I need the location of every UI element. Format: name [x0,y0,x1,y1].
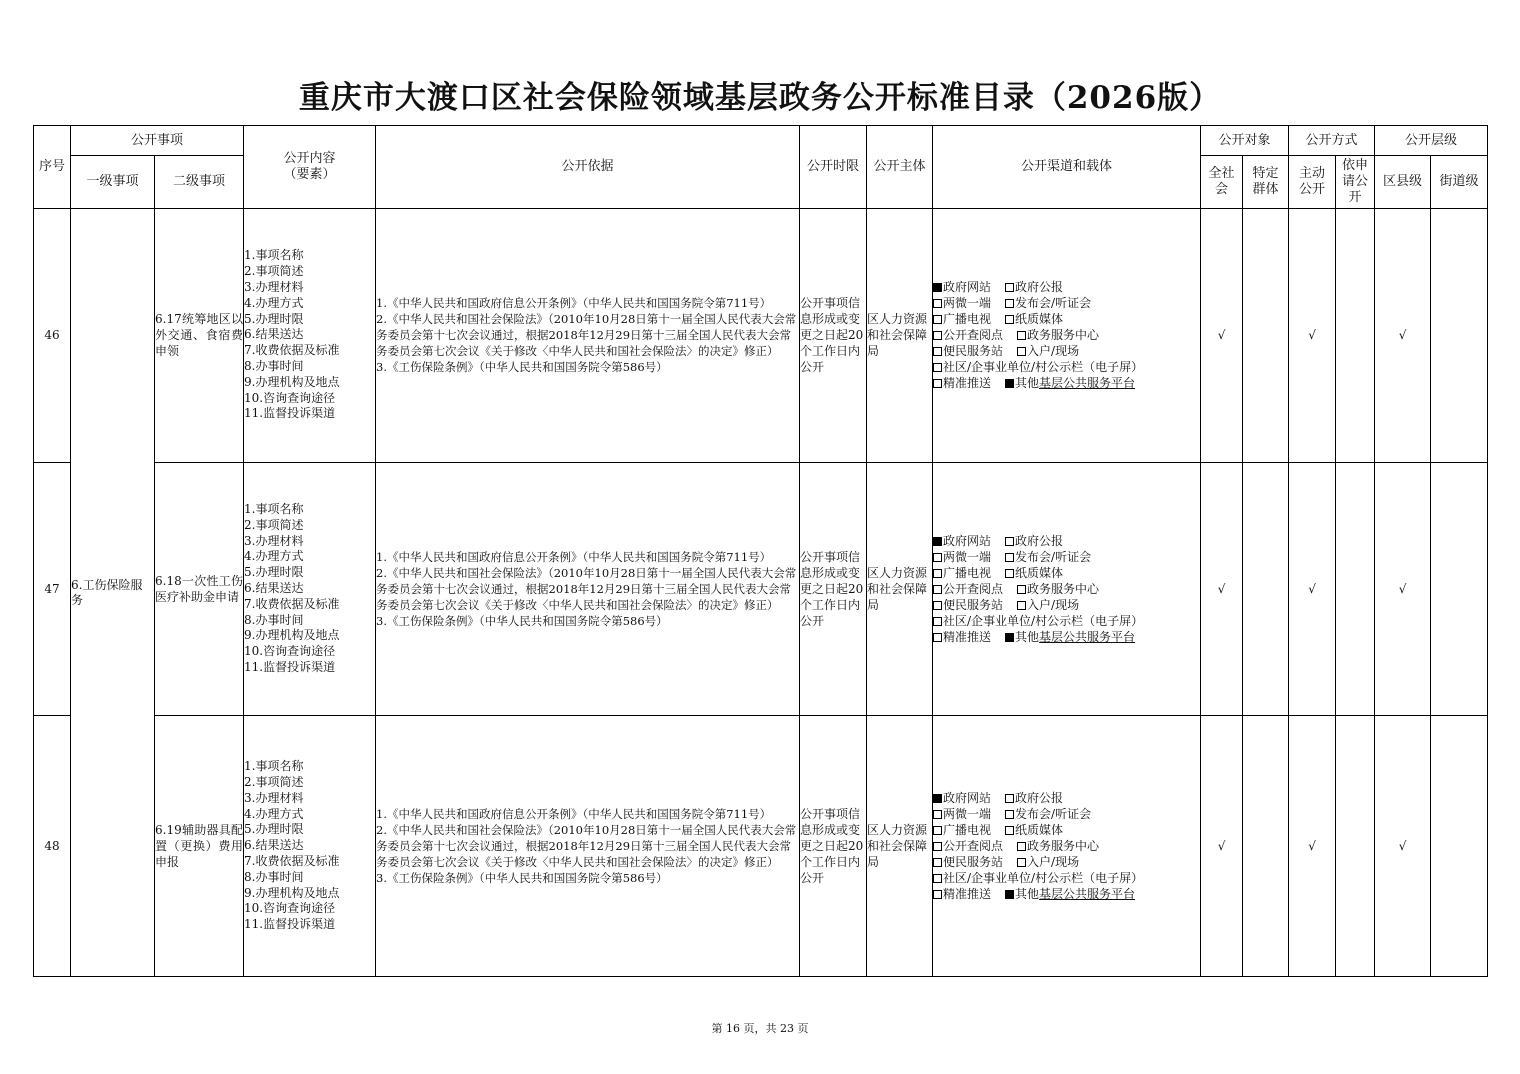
basis-item: 3.《工伤保险条例》（中华人民共和国国务院令第586号） [376,360,668,375]
element-item: 3.办理材料 [244,533,304,548]
channel-option: 发布会/听证会 [1015,296,1092,311]
header-channel: 公开渠道和载体 [933,126,1201,209]
channel-option: 入户/现场 [1027,597,1080,612]
element-item: 4.办理方式 [244,549,304,564]
element-item: 2.事项简述 [244,775,304,790]
channel-option: 精准推送 [943,376,992,391]
channel-note: 基层公共服务平台 [1039,629,1136,644]
element-item: 10.咨询查询途径 [244,390,336,405]
basis-item: 2.《中华人民共和国社会保险法》（2010年10月28日第十一届全国人民代表大会常务委员会第十七次会议通过，根据2018年12月29日第十三届全国人民代表大会常务委员会第七次会议《关于修改〈中华人民共和国社会保险法〉的决定》修正） [376,565,797,612]
channel-line [933,549,1200,565]
channel-line [933,597,1200,613]
checkbox-icon [933,858,942,867]
checkbox-icon [1005,379,1014,388]
element-item: 2.事项简述 [244,264,304,279]
basis-item: 2.《中华人民共和国社会保险法》（2010年10月28日第十一届全国人民代表大会常务委员会第十七次会议通过，根据2018年12月29日第十三届全国人民代表大会常务委员会第七次会议《关于修改〈中华人民共和国社会保险法〉的决定》修正） [376,312,797,359]
channel-line [933,854,1200,870]
channel-option: 政府公报 [1015,280,1064,295]
channel-option: 公开查阅点 [943,581,1004,596]
channel-option: 其他 [1015,887,1040,902]
header-seq: 序号 [34,126,71,209]
level-street-mark [1431,462,1488,716]
channel-line [933,806,1200,822]
channel-option: 政府网站 [943,533,992,548]
channel-option: 便民服务站 [943,344,1004,359]
level-street-mark [1431,209,1488,463]
element-item: 1.事项名称 [244,248,304,263]
method-request-mark [1336,716,1375,977]
element-item: 8.办事时间 [244,869,304,884]
element-item: 9.办理机构及地点 [244,374,340,389]
element-item: 11.监督投诉渠道 [244,406,336,421]
checkbox-icon [933,890,942,899]
channel-line [933,581,1200,597]
checkbox-icon [1017,842,1026,851]
checkbox-icon [1005,553,1014,562]
channel-line [933,359,1200,375]
channel-option: 纸质媒体 [1015,565,1064,580]
channel-option: 政务服务中心 [1027,839,1100,854]
channel-option: 入户/现场 [1027,855,1080,870]
header-target-all: 全社 会 [1201,156,1243,209]
time-limit: 公开事项信息形成或变更之日起20个工作日内公开 [800,209,867,463]
content-elements [244,716,376,977]
channel-note: 基层公共服务平台 [1039,887,1136,902]
channel-line [933,822,1200,838]
channel-option: 入户/现场 [1027,344,1080,359]
target-all-mark: √ [1201,209,1243,463]
level-street-mark [1431,716,1488,977]
target-all-mark: √ [1201,462,1243,716]
checkbox-icon [933,331,942,340]
time-limit: 公开事项信息形成或变更之日起20个工作日内公开 [800,716,867,977]
header-target-specific: 特定 群体 [1243,156,1289,209]
content-elements [244,209,376,463]
channel-option: 广播电视 [943,312,992,327]
channel-line [933,565,1200,581]
element-item: 2.事项简述 [244,517,304,532]
checkbox-icon [1005,890,1014,899]
element-item: 10.咨询查询途径 [244,901,336,916]
checkbox-icon [933,569,942,578]
channel-option: 精准推送 [943,887,992,902]
header-matters: 公开事项 [71,126,244,156]
checkbox-icon [933,537,942,546]
checkbox-icon [1017,331,1026,340]
row-seq: 48 [34,716,71,977]
channel-line [933,295,1200,311]
checkbox-icon [1005,315,1014,324]
basis-cell [376,716,800,977]
element-item: 6.结果送达 [244,327,304,342]
element-item: 9.办理机构及地点 [244,885,340,900]
basis-item: 1.《中华人民共和国政府信息公开条例》（中华人民共和国国务院令第711号） [376,296,772,311]
level-county-mark: √ [1375,209,1431,463]
checkbox-icon [933,826,942,835]
level2-item: 6.19辅助器具配置（更换）费用申报 [155,716,244,977]
checkbox-icon [933,633,942,642]
checkbox-icon [933,617,942,626]
element-item: 6.结果送达 [244,581,304,596]
element-item: 5.办理时限 [244,565,304,580]
basis-item: 1.《中华人民共和国政府信息公开条例》（中华人民共和国国务院令第711号） [376,549,772,564]
method-active-mark: √ [1289,462,1336,716]
row-seq: 46 [34,209,71,463]
checkbox-icon [1017,601,1026,610]
channel-line [933,629,1200,645]
channel-option: 纸质媒体 [1015,312,1064,327]
checkbox-icon [933,283,942,292]
channel-option: 政府网站 [943,280,992,295]
header-method-active: 主动 公开 [1289,156,1336,209]
publish-subject: 区人力资源和社会保障局 [867,209,933,463]
header-level1: 一级事项 [71,156,155,209]
target-specific-mark [1243,716,1289,977]
channel-option: 精准推送 [943,629,992,644]
channel-option: 政府公报 [1015,533,1064,548]
page-title: 重庆市大渡口区社会保险领域基层政务公开标准目录（2026版） [298,80,1222,116]
checkbox-icon [1017,347,1026,356]
checkbox-icon [1005,794,1014,803]
header-level2: 二级事项 [155,156,244,209]
checkbox-icon [1005,283,1014,292]
level2-item: 6.18一次性工伤医疗补助金申请 [155,462,244,716]
element-item: 1.事项名称 [244,759,304,774]
level-county-mark: √ [1375,462,1431,716]
target-specific-mark [1243,462,1289,716]
channel-option: 政府公报 [1015,791,1064,806]
channel-option: 政务服务中心 [1027,581,1100,596]
element-item: 3.办理材料 [244,790,304,805]
channel-option: 广播电视 [943,565,992,580]
channel-option: 便民服务站 [943,855,1004,870]
header-content: 公开内容 （要素） [244,126,376,209]
channel-option: 其他 [1015,629,1040,644]
basis-cell [376,209,800,463]
checkbox-icon [1017,585,1026,594]
checkbox-icon [933,810,942,819]
element-item: 3.办理材料 [244,280,304,295]
checkbox-icon [933,585,942,594]
channel-option: 两微一端 [943,549,992,564]
element-item: 11.监督投诉渠道 [244,917,336,932]
channel-option: 两微一端 [943,296,992,311]
header-method: 公开方式 [1289,126,1375,156]
header-level-street: 街道级 [1431,156,1488,209]
element-item: 5.办理时限 [244,311,304,326]
channel-option: 公开查阅点 [943,328,1004,343]
checkbox-icon [933,553,942,562]
header-target: 公开对象 [1201,126,1289,156]
method-active-mark: √ [1289,716,1336,977]
checkbox-icon [933,363,942,372]
basis-item: 3.《工伤保险条例》（中华人民共和国国务院令第586号） [376,871,668,886]
channel-option: 公开查阅点 [943,839,1004,854]
basis-item: 3.《工伤保险条例》（中华人民共和国国务院令第586号） [376,613,668,628]
basis-item: 2.《中华人民共和国社会保险法》（2010年10月28日第十一届全国人民代表大会常务委员会第十七次会议通过，根据2018年12月29日第十三届全国人民代表大会常务委员会第七次会议《关于修改〈中华人民共和国社会保险法〉的决定》修正） [376,823,797,870]
checkbox-icon [933,842,942,851]
checkbox-icon [933,379,942,388]
publish-subject: 区人力资源和社会保障局 [867,462,933,716]
checkbox-icon [933,874,942,883]
table-row [34,209,1488,463]
channel-option: 其他 [1015,376,1040,391]
level-county-mark: √ [1375,716,1431,977]
channel-option: 社区/企事业单位/村公示栏（电子屏） [943,613,1144,628]
channel-line [933,870,1200,886]
channel-line [933,311,1200,327]
element-item: 6.结果送达 [244,838,304,853]
checkbox-icon [1005,569,1014,578]
table-row [34,462,1488,716]
element-item: 7.收费依据及标准 [244,596,340,611]
element-item: 1.事项名称 [244,502,304,517]
channel-line [933,343,1200,359]
header-basis: 公开依据 [376,126,800,209]
element-item: 4.办理方式 [244,806,304,821]
checkbox-icon [1005,810,1014,819]
page-footer: 第 16 页，共 23 页 [711,1022,809,1035]
channel-option: 广播电视 [943,823,992,838]
checkbox-icon [1005,537,1014,546]
channel-option: 纸质媒体 [1015,823,1064,838]
channel-option: 社区/企事业单位/村公示栏（电子屏） [943,360,1144,375]
checkbox-icon [933,794,942,803]
row-seq: 47 [34,462,71,716]
basis-cell [376,462,800,716]
header-level: 公开层级 [1375,126,1488,156]
table-row [34,716,1488,977]
channel-line [933,375,1200,391]
element-item: 8.办事时间 [244,359,304,374]
level1-item: 6.工伤保险服务 [71,209,155,977]
channel-line [933,613,1200,629]
checkbox-icon [933,299,942,308]
element-item: 7.收费依据及标准 [244,343,340,358]
basis-item: 1.《中华人民共和国政府信息公开条例》（中华人民共和国国务院令第711号） [376,807,772,822]
channel-option: 发布会/听证会 [1015,807,1092,822]
method-request-mark [1336,462,1375,716]
method-active-mark: √ [1289,209,1336,463]
level2-item: 6.17统筹地区以外交通、食宿费申领 [155,209,244,463]
method-request-mark [1336,209,1375,463]
checkbox-icon [933,315,942,324]
channel-note: 基层公共服务平台 [1039,376,1136,391]
checkbox-icon [1005,299,1014,308]
channel-option: 两微一端 [943,807,992,822]
channel-line [933,886,1200,902]
channel-line [933,790,1200,806]
channel-option: 政务服务中心 [1027,328,1100,343]
publish-subject: 区人力资源和社会保障局 [867,716,933,977]
target-specific-mark [1243,209,1289,463]
channel-option: 便民服务站 [943,597,1004,612]
channel-option: 社区/企事业单位/村公示栏（电子屏） [943,871,1144,886]
content-elements [244,462,376,716]
channel-line [933,533,1200,549]
channel-option: 政府网站 [943,791,992,806]
header-time: 公开时限 [800,126,867,209]
element-item: 10.咨询查询途径 [244,644,336,659]
element-item: 9.办理机构及地点 [244,628,340,643]
checkbox-icon [933,601,942,610]
channel-option: 发布会/听证会 [1015,549,1092,564]
element-item: 7.收费依据及标准 [244,854,340,869]
element-item: 11.监督投诉渠道 [244,660,336,675]
checkbox-icon [1005,826,1014,835]
header-level-county: 区县级 [1375,156,1431,209]
element-item: 8.办事时间 [244,612,304,627]
checkbox-icon [933,347,942,356]
header-method-request: 依申 请公 开 [1336,156,1375,209]
catalog-table [33,125,1488,977]
channel-cell [933,716,1201,977]
channel-line [933,279,1200,295]
element-item: 4.办理方式 [244,295,304,310]
header-subject: 公开主体 [867,126,933,209]
target-all-mark: √ [1201,716,1243,977]
channel-cell [933,209,1201,463]
channel-line [933,327,1200,343]
checkbox-icon [1005,633,1014,642]
checkbox-icon [1017,858,1026,867]
channel-cell [933,462,1201,716]
time-limit: 公开事项信息形成或变更之日起20个工作日内公开 [800,462,867,716]
channel-line [933,838,1200,854]
element-item: 5.办理时限 [244,822,304,837]
